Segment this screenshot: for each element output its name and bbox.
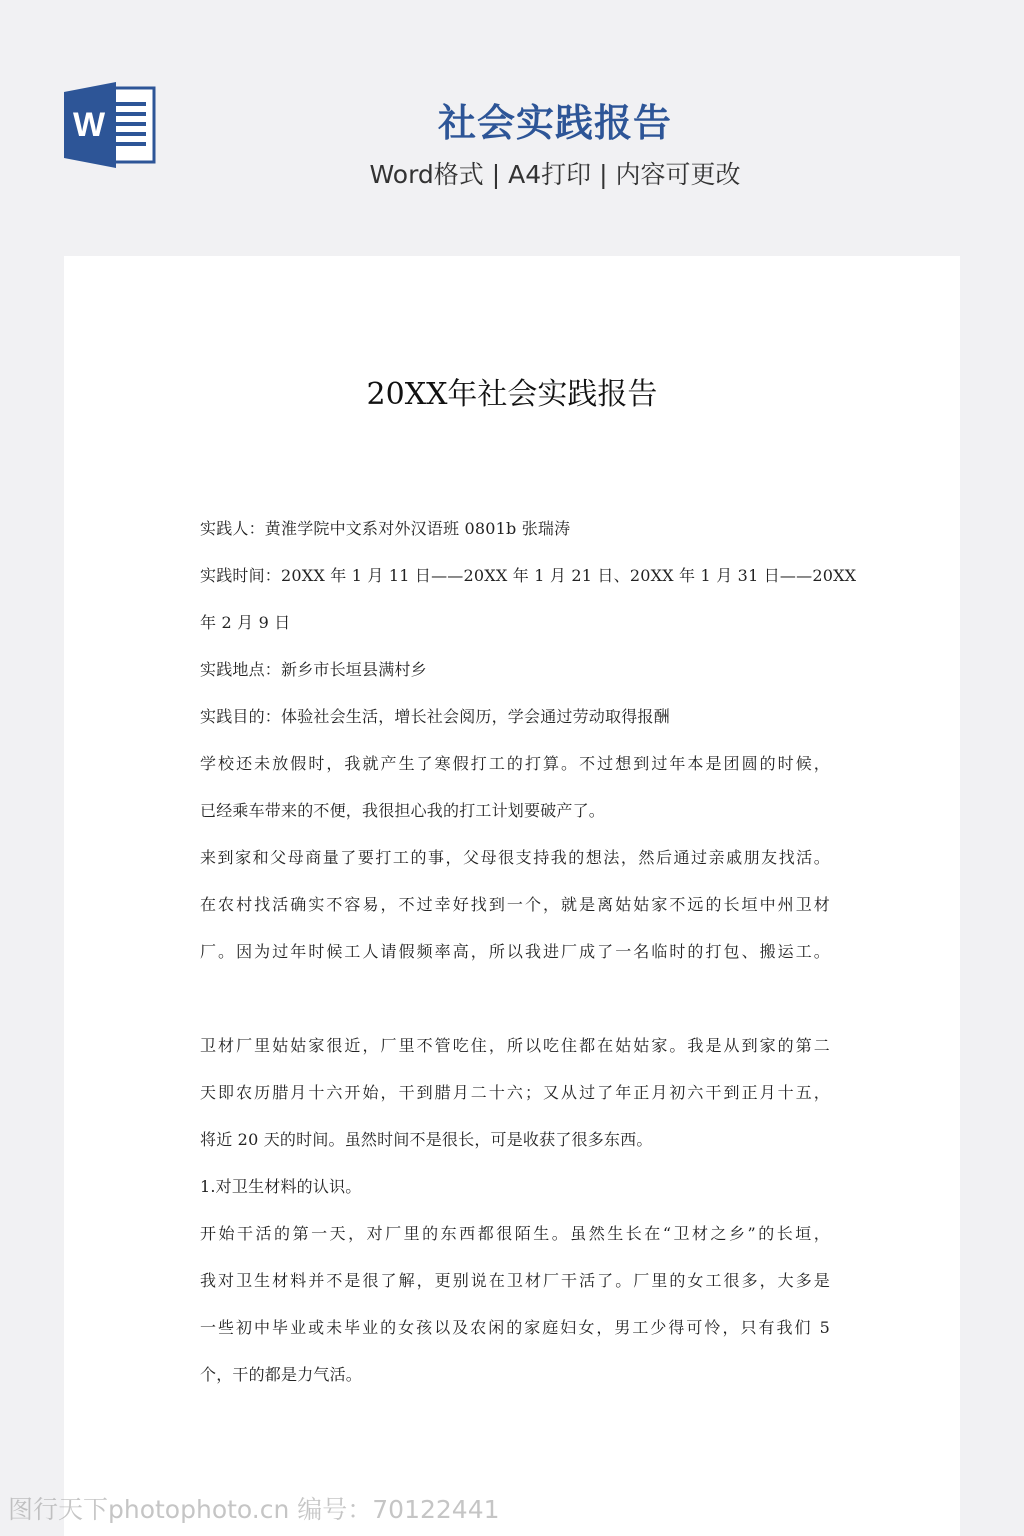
header-banner bbox=[0, 0, 1024, 256]
body-line: 1.对卫生材料的认识。 bbox=[200, 1177, 362, 1196]
document-body bbox=[200, 514, 857, 1407]
body-line: 在农村找活确实不容易，不过幸好找到一个，就是离姑姑家不远的长垣中州卫材 bbox=[200, 895, 830, 914]
body-line: 一些初中毕业或未毕业的女孩以及农闲的家庭妇女，男工少得可怜，只有我们 5 bbox=[200, 1318, 830, 1337]
body-line: 年 2 月 9 日 bbox=[200, 613, 291, 632]
body-line: 实践人：黄淮学院中文系对外汉语班 0801b 张瑞涛 bbox=[200, 519, 571, 538]
body-line: 厂。因为过年时候工人请假频率高，所以我进厂成了一名临时的打包、搬运工。 bbox=[200, 942, 830, 961]
body-line: 实践地点：新乡市长垣县满村乡 bbox=[200, 660, 427, 679]
document-title: 20XX年社会实践报告 bbox=[366, 377, 658, 412]
body-line: 已经乘车带来的不便，我很担心我的打工计划要破产了。 bbox=[200, 801, 606, 820]
watermark-text: 图行天下photophoto.cn 编号：70122441 bbox=[8, 1495, 500, 1524]
body-line: 开始干活的第一天，对厂里的东西都很陌生。虽然生长在“卫材之乡”的长垣， bbox=[200, 1224, 830, 1243]
body-line: 来到家和父母商量了要打工的事，父母很支持我的想法，然后通过亲戚朋友找活。 bbox=[200, 848, 830, 867]
body-line: 天即农历腊月十六开始，干到腊月二十六；又从过了年正月初六干到正月十五， bbox=[200, 1083, 830, 1102]
blank-line bbox=[200, 984, 830, 1031]
header-subtitle: Word格式 | A4打印 | 内容可更改 bbox=[369, 160, 741, 189]
body-line: 卫材厂里姑姑家很近，厂里不管吃住，所以吃住都在姑姑家。我是从到家的第二 bbox=[200, 1036, 830, 1055]
header-title: 社会实践报告 bbox=[437, 101, 672, 145]
word-icon-letter: W bbox=[72, 106, 106, 144]
body-line: 将近 20 天的时间。虽然时间不是很长，可是收获了很多东西。 bbox=[200, 1130, 653, 1149]
body-line: 我对卫生材料并不是很了解，更别说在卫材厂干活了。厂里的女工很多，大多是 bbox=[200, 1271, 830, 1290]
body-line: 实践时间：20XX 年 1 月 11 日——20XX 年 1 月 21 日、20XX 年 1 月 31 日——20XX bbox=[200, 566, 857, 585]
document-page bbox=[64, 256, 960, 1536]
body-line: 实践目的：体验社会生活，增长社会阅历，学会通过劳动取得报酬 bbox=[200, 707, 670, 726]
body-line: 学校还未放假时，我就产生了寒假打工的打算。不过想到过年本是团圆的时候， bbox=[200, 754, 830, 773]
body-line: 个，干的都是力气活。 bbox=[200, 1365, 363, 1384]
word-icon bbox=[64, 82, 156, 168]
